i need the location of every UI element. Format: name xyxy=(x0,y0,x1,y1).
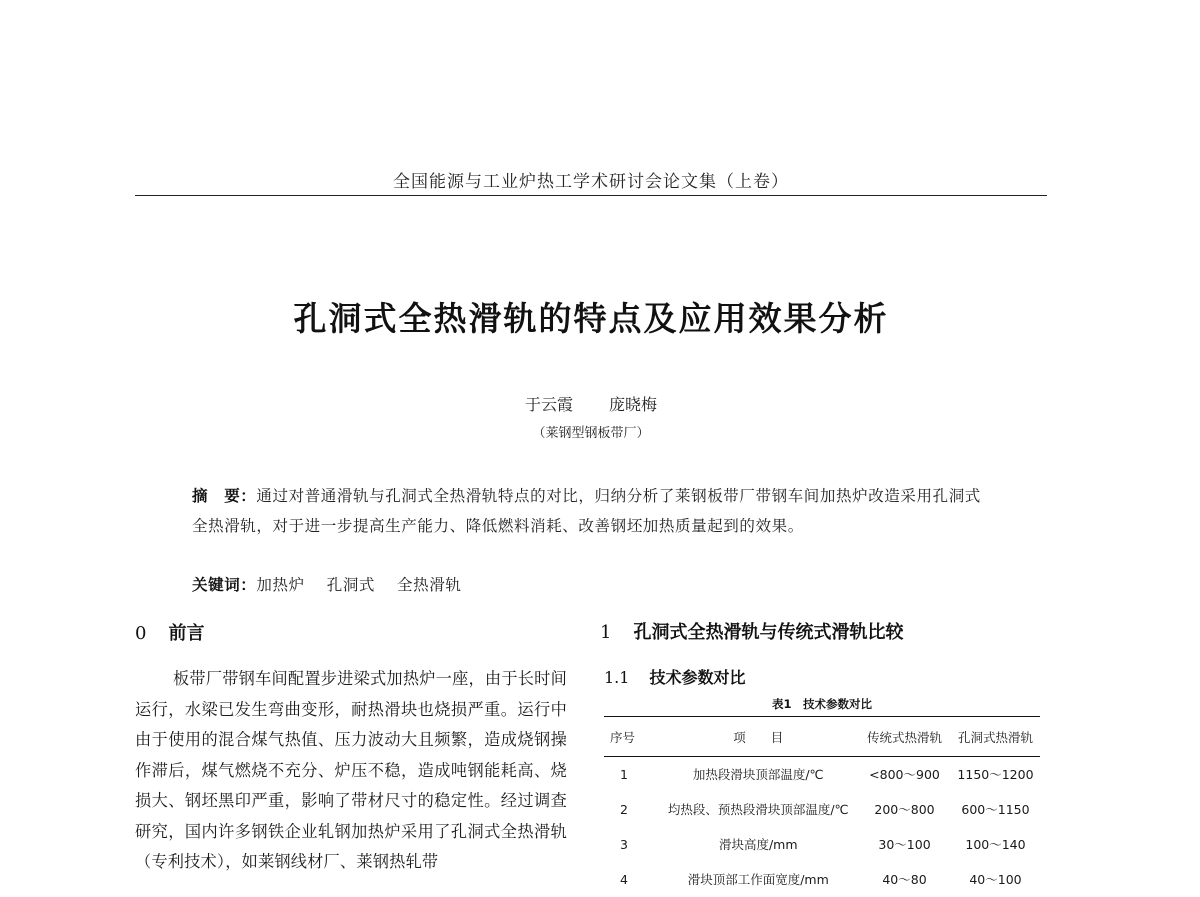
table-cell: 40～100 xyxy=(969,872,1022,887)
subsection-title: 技术参数对比 xyxy=(649,668,746,687)
section-number: 1 xyxy=(600,622,612,643)
author-name: 庞晓梅 xyxy=(609,395,658,414)
abstract xyxy=(192,482,982,541)
subsection-1-1-heading xyxy=(604,665,745,688)
affiliation: （莱钢型钢板带厂） xyxy=(532,426,650,441)
table-cell: <800～900 xyxy=(869,767,940,783)
table-header-cell: 传统式热滑轨 xyxy=(858,717,951,757)
section-1-heading xyxy=(600,618,903,644)
table-row xyxy=(604,792,1040,827)
table-header-cell: 项 目 xyxy=(658,717,858,757)
table-cell: 600～1150 xyxy=(961,802,1030,817)
header-rule xyxy=(135,195,1047,196)
running-header: 全国能源与工业炉热工学术研讨会论文集（上卷） xyxy=(393,172,789,192)
table-cell: 1150～1200 xyxy=(957,767,1034,783)
table-cell: 滑块顶部工作面宽度/mm xyxy=(687,872,829,887)
keyword: 加热炉 xyxy=(256,576,305,594)
keyword: 全热滑轨 xyxy=(397,576,462,594)
keywords-label: 关键词： xyxy=(192,576,257,594)
table-row xyxy=(604,827,1040,862)
table-cell: 100～140 xyxy=(965,837,1026,852)
table-row xyxy=(604,757,1040,792)
section-0-paragraph: 板带厂带钢车间配置步进梁式加热炉一座，由于长时间运行，水梁已发生弯曲变形，耐热滑块也烧损严重。运行中由于使用的混合煤气热值、压力波动大且频繁，造成烧钢操作滞后，煤气燃烧不充分、炉压不稳，造成吨钢能耗高、烧损大、钢坯黑印严重，影响了带材尺寸的稳定性。经过调查研究，国内许多钢铁企业轧钢加热炉采用了孔洞式全热滑轨（专利技术），如莱钢线材厂、莱钢热轧带 xyxy=(135,669,567,871)
table-cell: 3 xyxy=(620,836,628,852)
table-header-cell: 孔洞式热滑轨 xyxy=(951,717,1040,757)
section-number: 0 xyxy=(135,623,147,644)
table-cell: 4 xyxy=(620,871,628,887)
table-cell: 40～80 xyxy=(882,872,927,887)
author-name: 于云霞 xyxy=(524,395,573,414)
keyword: 孔洞式 xyxy=(326,576,376,594)
section-title: 前言 xyxy=(168,623,205,644)
authors xyxy=(135,392,1047,415)
tech-params-table xyxy=(604,716,1040,897)
section-0-heading xyxy=(135,619,204,645)
table-row xyxy=(604,862,1040,897)
abstract-text: 通过对普通滑轨与孔洞式全热滑轨特点的对比，归纳分析了莱钢板带厂带钢车间加热炉改造采用孔洞式全热滑轨，对于进一步提高生产能力、降低燃料消耗、改善钢坯加热质量起到的效果。 xyxy=(192,487,981,535)
table-cell: 均热段、预热段滑块顶部温度/℃ xyxy=(667,802,849,817)
subsection-number: 1.1 xyxy=(604,668,630,687)
abstract-label: 摘 要： xyxy=(192,487,257,505)
table-cell: 30～100 xyxy=(878,837,931,852)
paper-title: 孔洞式全热滑轨的特点及应用效果分析 xyxy=(293,299,889,338)
table-header-cell: 序号 xyxy=(604,717,658,757)
table-caption: 表1 技术参数对比 xyxy=(771,697,872,711)
table-header-row xyxy=(604,717,1040,757)
table-cell: 1 xyxy=(620,766,628,782)
keywords xyxy=(192,573,982,595)
table-cell: 2 xyxy=(620,801,628,817)
section-title: 孔洞式全热滑轨与传统式滑轨比较 xyxy=(633,622,904,643)
table-cell: 加热段滑块顶部温度/℃ xyxy=(692,767,824,783)
table-cell: 滑块高度/mm xyxy=(718,837,798,852)
table-cell: 200～800 xyxy=(874,802,935,817)
